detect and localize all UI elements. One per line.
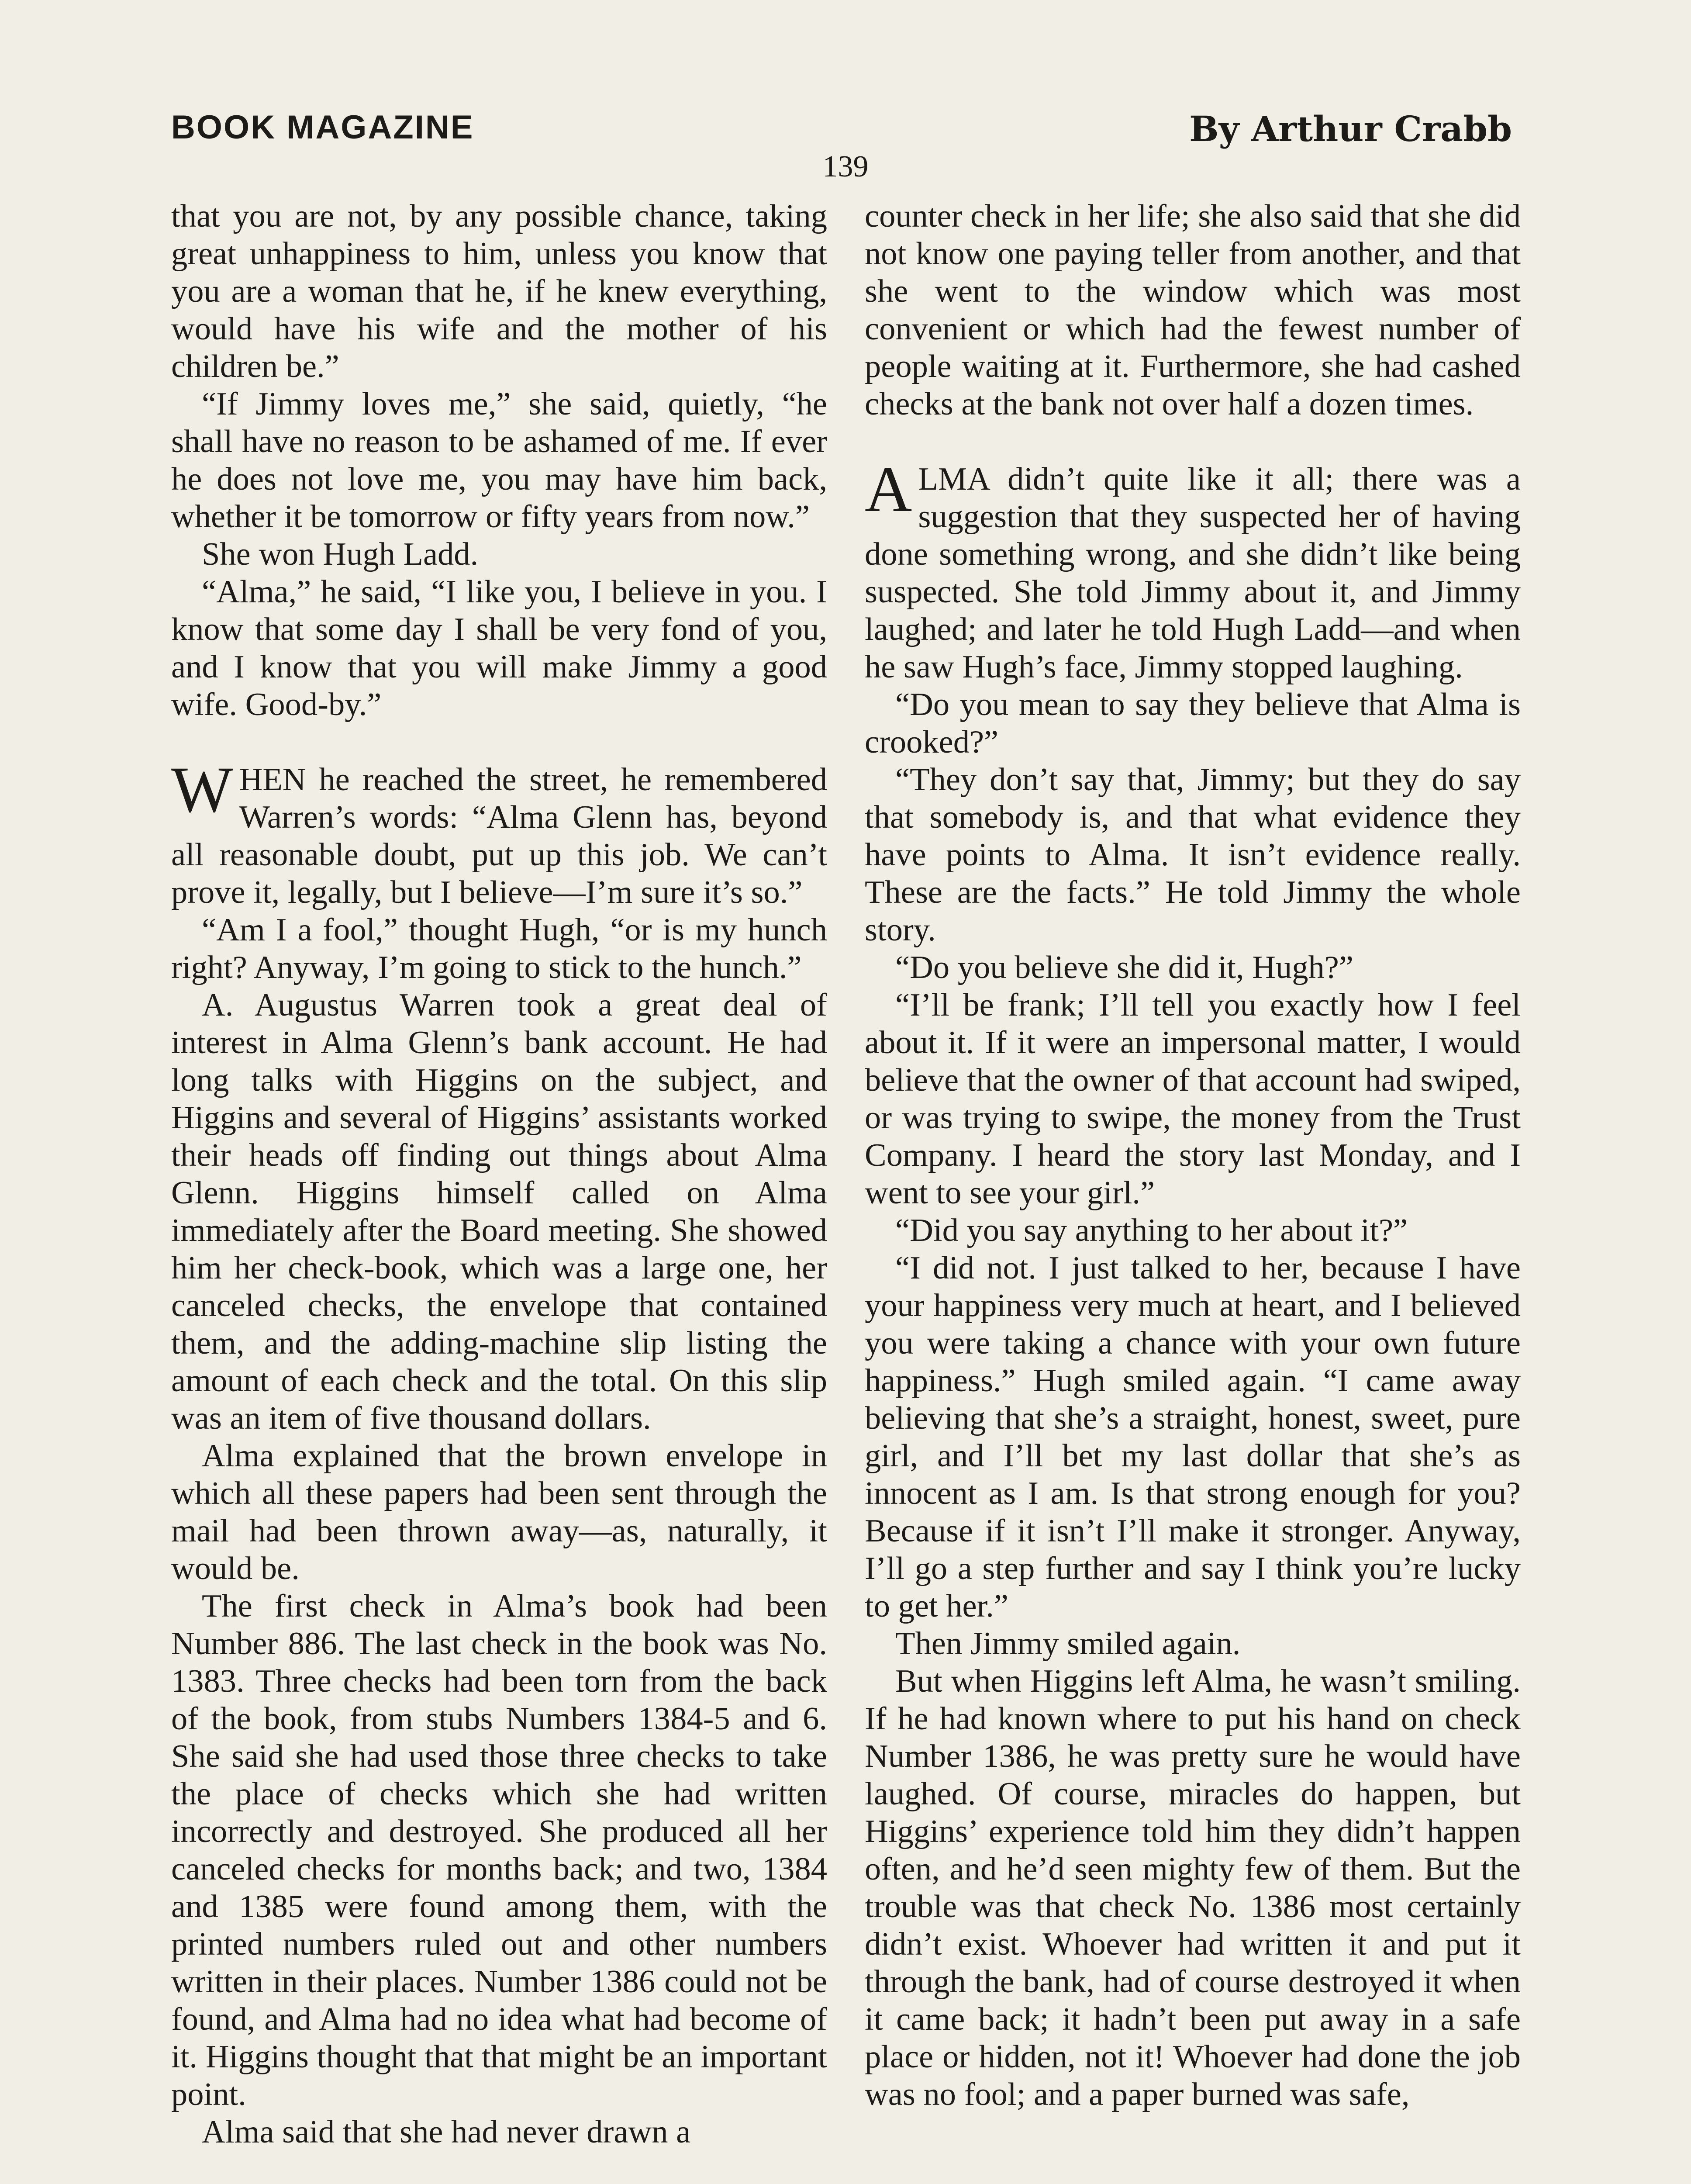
paragraph: But when Higgins left Alma, he wasn’t smiling. If he had known where to put his hand on check Number 1386, he was pretty sure he would have laughed. Of course, miracles do happen, but Higgins’ experience told him they didn’t happen often, and he’d seen mighty few of them. But the trouble was that check No. 1386 most certainly didn’t exist. Whoever had written it and put it through the bank, had of course destroyed it when it came back; it hadn’t been put away in a safe place or hidden, not it! Whoever had done the job was no fool; and a paper burned was safe, <box>865 1663 1521 2112</box>
paragraph: “Do you believe she did it, Hugh?” <box>895 950 1353 985</box>
section-paragraph <box>171 753 827 911</box>
running-head-magazine-title: BOOK MAGAZINE <box>171 109 474 146</box>
paragraph: Then Jimmy smiled again. <box>895 1626 1241 1662</box>
paragraph: “I did not. I just talked to her, because I have your happiness very much at heart, and I believed you were taking a chance with your own future happiness.” Hugh smiled again. “I came away believing that she’s a straight, honest, sweet, pure girl, and I’ll bet my last dollar that she’s as innocent as I am. Is that strong enough for you? Because if it isn’t I’ll make it stronger. Anyway, I’ll go a step further and say I think you’re lucky to get her.” <box>865 1250 1521 1624</box>
paragraph-text: HEN he reached the street, he remembered Warren’s words: “Alma Glenn has, beyond all reasonable doubt, put up this job. We can’t prove it, legally, but I believe—I’m sure it’s so.” <box>171 762 827 910</box>
right-text-column <box>865 197 1521 2184</box>
paragraph: “Am I a fool,” thought Hugh, “or is my hunch right? Anyway, I’m going to stick to the hunch.” <box>171 912 827 985</box>
paragraph: “If Jimmy loves me,” she said, quietly, “he shall have no reason to be ashamed of me. If ever he does not love me, you may have him back, whether it be tomorrow or fifty years from now.” <box>171 386 827 535</box>
paragraph: A. Augustus Warren took a great deal of interest in Alma Glenn’s bank account. He had long talks with Higgins on the subject, and Higgins and several of Higgins’ assistants worked their heads off finding out things about Alma Glenn. Higgins himself called on Alma immediately after the Board meeting. She showed him her check-book, which was a large one, her canceled checks, the envelope that contained them, and the adding-machine slip listing the amount of each check and the total. On this slip was an item of five thousand dollars. <box>171 987 827 1436</box>
section-paragraph <box>865 453 1521 686</box>
paragraph: “I’ll be frank; I’ll tell you exactly how I feel about it. If it were an impersonal matter, I would believe that the owner of that account had swiped, or was trying to swipe, the money from the Trust Company. I heard the story last Monday, and I went to see your girl.” <box>865 987 1521 1211</box>
paragraph: The first check in Alma’s book had been Number 886. The last check in the book was No. 1383. Three checks had been torn from the back of the book, from stubs Numbers 1384-5 and 6. She said she had used those three checks to take the place of checks which she had written incorrectly and destroyed. She produced all her canceled checks for months back; and two, 1384 and 1385 were found among them, with the printed numbers ruled out and other numbers written in their places. Number 1386 could not be found, and Alma had no idea what had become of it. Higgins thought that that might be an important point. <box>171 1588 827 2112</box>
page-number: 139 <box>822 150 869 183</box>
paragraph: counter check in her life; she also said that she did not know one paying teller from another, and that she went to the window which was most convenient or which had the fewest number of people waiting at it. Furthermore, she had cashed checks at the bank not over half a dozen times. <box>865 198 1521 422</box>
drop-cap: W <box>171 753 233 826</box>
paragraph: “They don’t say that, Jimmy; but they do say that somebody is, and that what evidence they have points to Alma. It isn’t evidence really. These are the facts.” He told Jimmy the whole story. <box>865 762 1521 948</box>
paragraph: “Do you mean to say they believe that Alma is crooked?” <box>865 687 1521 760</box>
paragraph-text: LMA didn’t quite like it all; there was a suggestion that they suspected her of having done something wrong, and she didn’t like being suspected. She told Jimmy about it, and Jimmy laughed; and later he told Hugh Ladd—and when he saw Hugh’s face, Jimmy stopped laughing. <box>865 461 1521 685</box>
left-text-column <box>171 197 827 2184</box>
paragraph: “Alma,” he said, “I like you, I believe in you. I know that some day I shall be very fond of you, and I know that you will make Jimmy a good wife. Good-by.” <box>171 574 827 722</box>
running-head-author: By Arthur Crabb <box>1189 108 1512 149</box>
paragraph: “Did you say anything to her about it?” <box>895 1213 1408 1248</box>
paragraph: She won Hugh Ladd. <box>202 536 479 572</box>
paragraph: that you are not, by any possible chance, taking great unhappiness to him, unless you know that you are a woman that he, if he knew everything, would have his wife and the mother of his children be.” <box>171 198 827 384</box>
paragraph: Alma said that she had never drawn a <box>202 2114 691 2150</box>
paragraph: Alma explained that the brown envelope in which all these papers had been sent through the mail had been thrown away—as, naturally, it would be. <box>171 1438 827 1586</box>
drop-cap: A <box>865 453 912 525</box>
